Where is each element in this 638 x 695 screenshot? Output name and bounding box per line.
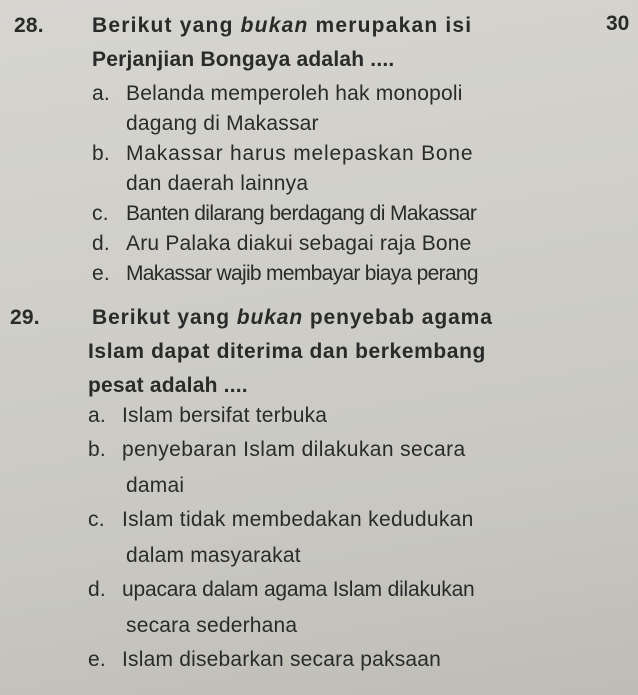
option-c-line1: Banten dilarang berdagang di Makassar [126, 202, 477, 225]
option-letter: c. [92, 202, 109, 225]
option-b-line1: penyebaran Islam dilakukan secara [122, 438, 466, 461]
option-letter: a. [92, 82, 110, 105]
option-b-line1: Makassar harus melepaskan Bone [126, 142, 474, 165]
option-b-line2: damai [126, 474, 185, 497]
question-text-line3: pesat adalah .... [88, 374, 248, 397]
option-letter: c. [88, 508, 105, 531]
option-letter: d. [88, 578, 106, 601]
question-text-line1: Berikut yang bukan merupakan isi [92, 14, 473, 37]
option-e-line1: Makassar wajib membayar biaya perang [126, 262, 478, 285]
option-letter: b. [88, 438, 106, 461]
option-b-line2: dan daerah lainnya [126, 172, 309, 195]
option-letter: b. [92, 142, 110, 165]
option-letter: e. [92, 262, 110, 285]
option-letter: e. [88, 648, 106, 671]
option-letter: d. [92, 232, 110, 255]
option-e-line1: Islam disebarkan secara paksaan [122, 648, 442, 671]
option-d-line1: Aru Palaka diakui sebagai raja Bone [126, 232, 472, 255]
question-text-line2: Islam dapat diterima dan berkembang [88, 340, 486, 363]
question-number: 29. [10, 306, 40, 329]
question-number: 28. [14, 14, 44, 37]
option-letter: a. [88, 404, 106, 427]
option-a-line1: Belanda memperoleh hak monopoli [126, 82, 463, 105]
page-number: 30 [606, 12, 630, 35]
option-c-line2: dalam masyarakat [126, 544, 301, 567]
option-d-line1: upacara dalam agama Islam dilakukan [122, 578, 475, 601]
question-text-line2: Perjanjian Bongaya adalah .... [92, 48, 395, 71]
option-a-line2: dagang di Makassar [126, 112, 319, 135]
question-text-line1: Berikut yang bukan penyebab agama [92, 306, 493, 329]
option-a-line1: Islam bersifat terbuka [122, 404, 328, 427]
option-c-line1: Islam tidak membedakan kedudukan [122, 508, 474, 531]
option-d-line2: secara sederhana [126, 614, 298, 637]
